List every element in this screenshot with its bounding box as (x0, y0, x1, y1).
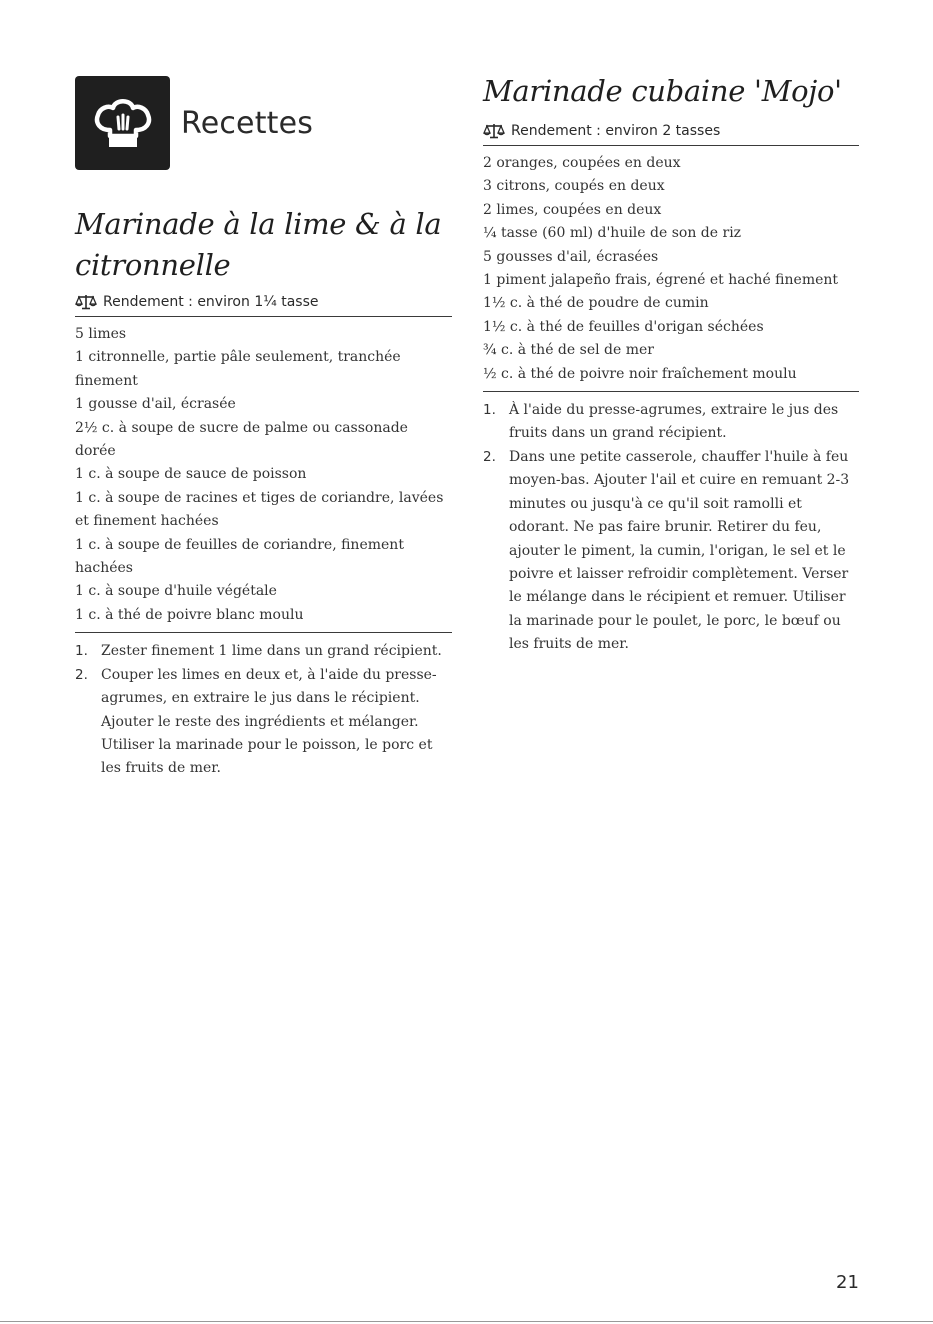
ingredient-item: 1 c. à soupe de racines et tiges de coriandre, lavées et finement hachées (75, 489, 444, 530)
recipe-lime-lemongrass (75, 204, 452, 781)
step-list (75, 633, 452, 780)
yield-text: Rendement : environ 2 tasses (511, 123, 721, 139)
ingredient-item: ¾ c. à thé de sel de mer (483, 342, 654, 359)
ingredient-item: 1½ c. à thé de feuilles d'origan séchées (483, 318, 764, 335)
scale-icon (483, 123, 505, 139)
ingredient-list (75, 317, 452, 633)
step-text: Dans une petite casserole, chauffer l'huile à feu moyen-bas. Ajouter l'ail et cuire en remuant 2-3 minutes ou jusqu'à ce qu'il soit ramolli et odorant. Ne pas faire brunir. Retirer du feu, ajouter le piment, la cumin, l'origan, le sel et le poivre et laisser refroidir complètement. Verser le mélange dans le récipient et remuer. Utiliser la marinade pour le poulet, le porc, le bœuf ou les fruits de mer. (509, 448, 850, 653)
recipe-title: Marinade à la lime & à la citronnelle (75, 207, 442, 282)
ingredient-item: 1 citronnelle, partie pâle seulement, tranchée finement (75, 349, 401, 389)
section-title: Recettes (181, 105, 314, 141)
ingredient-item: 1 c. à soupe de sauce de poisson (75, 466, 307, 483)
step-item (483, 446, 859, 657)
step-number: 1. (75, 643, 88, 660)
ingredient-item: 2 limes, coupées en deux (483, 201, 662, 218)
step-item (483, 399, 859, 446)
step-item (75, 640, 452, 663)
yield-text: Rendement : environ 1¼ tasse (103, 294, 319, 310)
ingredient-item: ½ c. à thé de poivre noir fraîchement moulu (483, 365, 797, 382)
step-text: À l'aide du presse-agrumes, extraire le jus des fruits dans un grand récipient. (509, 402, 839, 442)
scale-icon (75, 294, 97, 310)
step-item (75, 664, 452, 781)
page-bottom-rule (0, 1321, 933, 1322)
ingredient-item: 1 c. à soupe de feuilles de coriandre, finement hachées (75, 536, 404, 577)
chef-hat-icon (75, 76, 170, 170)
ingredient-list (483, 146, 859, 392)
ingredient-item: 5 limes (75, 326, 127, 342)
ingredient-item: 1 c. à soupe d'huile végétale (75, 583, 277, 600)
ingredient-item: 1 piment jalapeño frais, égrené et haché finement (483, 272, 839, 289)
section-header (75, 76, 313, 170)
page-number: 21 (836, 1272, 859, 1293)
step-list (483, 392, 859, 656)
recipe-yield (483, 123, 859, 146)
ingredient-item: 3 citrons, coupés en deux (483, 178, 665, 195)
ingredient-item: 1 c. à thé de poivre blanc moulu (75, 606, 304, 623)
step-text: Zester finement 1 lime dans un grand récipient. (101, 643, 442, 660)
recipe-title: Marinade cubaine 'Mojo' (483, 74, 842, 108)
recipe-yield (75, 294, 452, 317)
ingredient-item: 5 gousses d'ail, écrasées (483, 248, 659, 265)
step-number: 1. (483, 402, 496, 419)
ingredient-item: 1½ c. à thé de poudre de cumin (483, 295, 709, 312)
ingredient-item: 2 oranges, coupées en deux (483, 155, 681, 171)
ingredient-item: 2½ c. à soupe de sucre de palme ou cassonade dorée (75, 419, 408, 460)
step-number: 2. (75, 666, 88, 683)
ingredient-item: ¼ tasse (60 ml) d'huile de son de riz (483, 225, 742, 242)
ingredient-item: 1 gousse d'ail, écrasée (75, 396, 236, 413)
step-number: 2. (483, 448, 496, 465)
step-text: Couper les limes en deux et, à l'aide du presse-agrumes, en extraire le jus dans le récipient. Ajouter le reste des ingrédients et mélanger. Utiliser la marinade pour le poisson, le porc et les fruits de mer. (101, 666, 437, 777)
recipe-cuban-mojo (483, 71, 859, 657)
